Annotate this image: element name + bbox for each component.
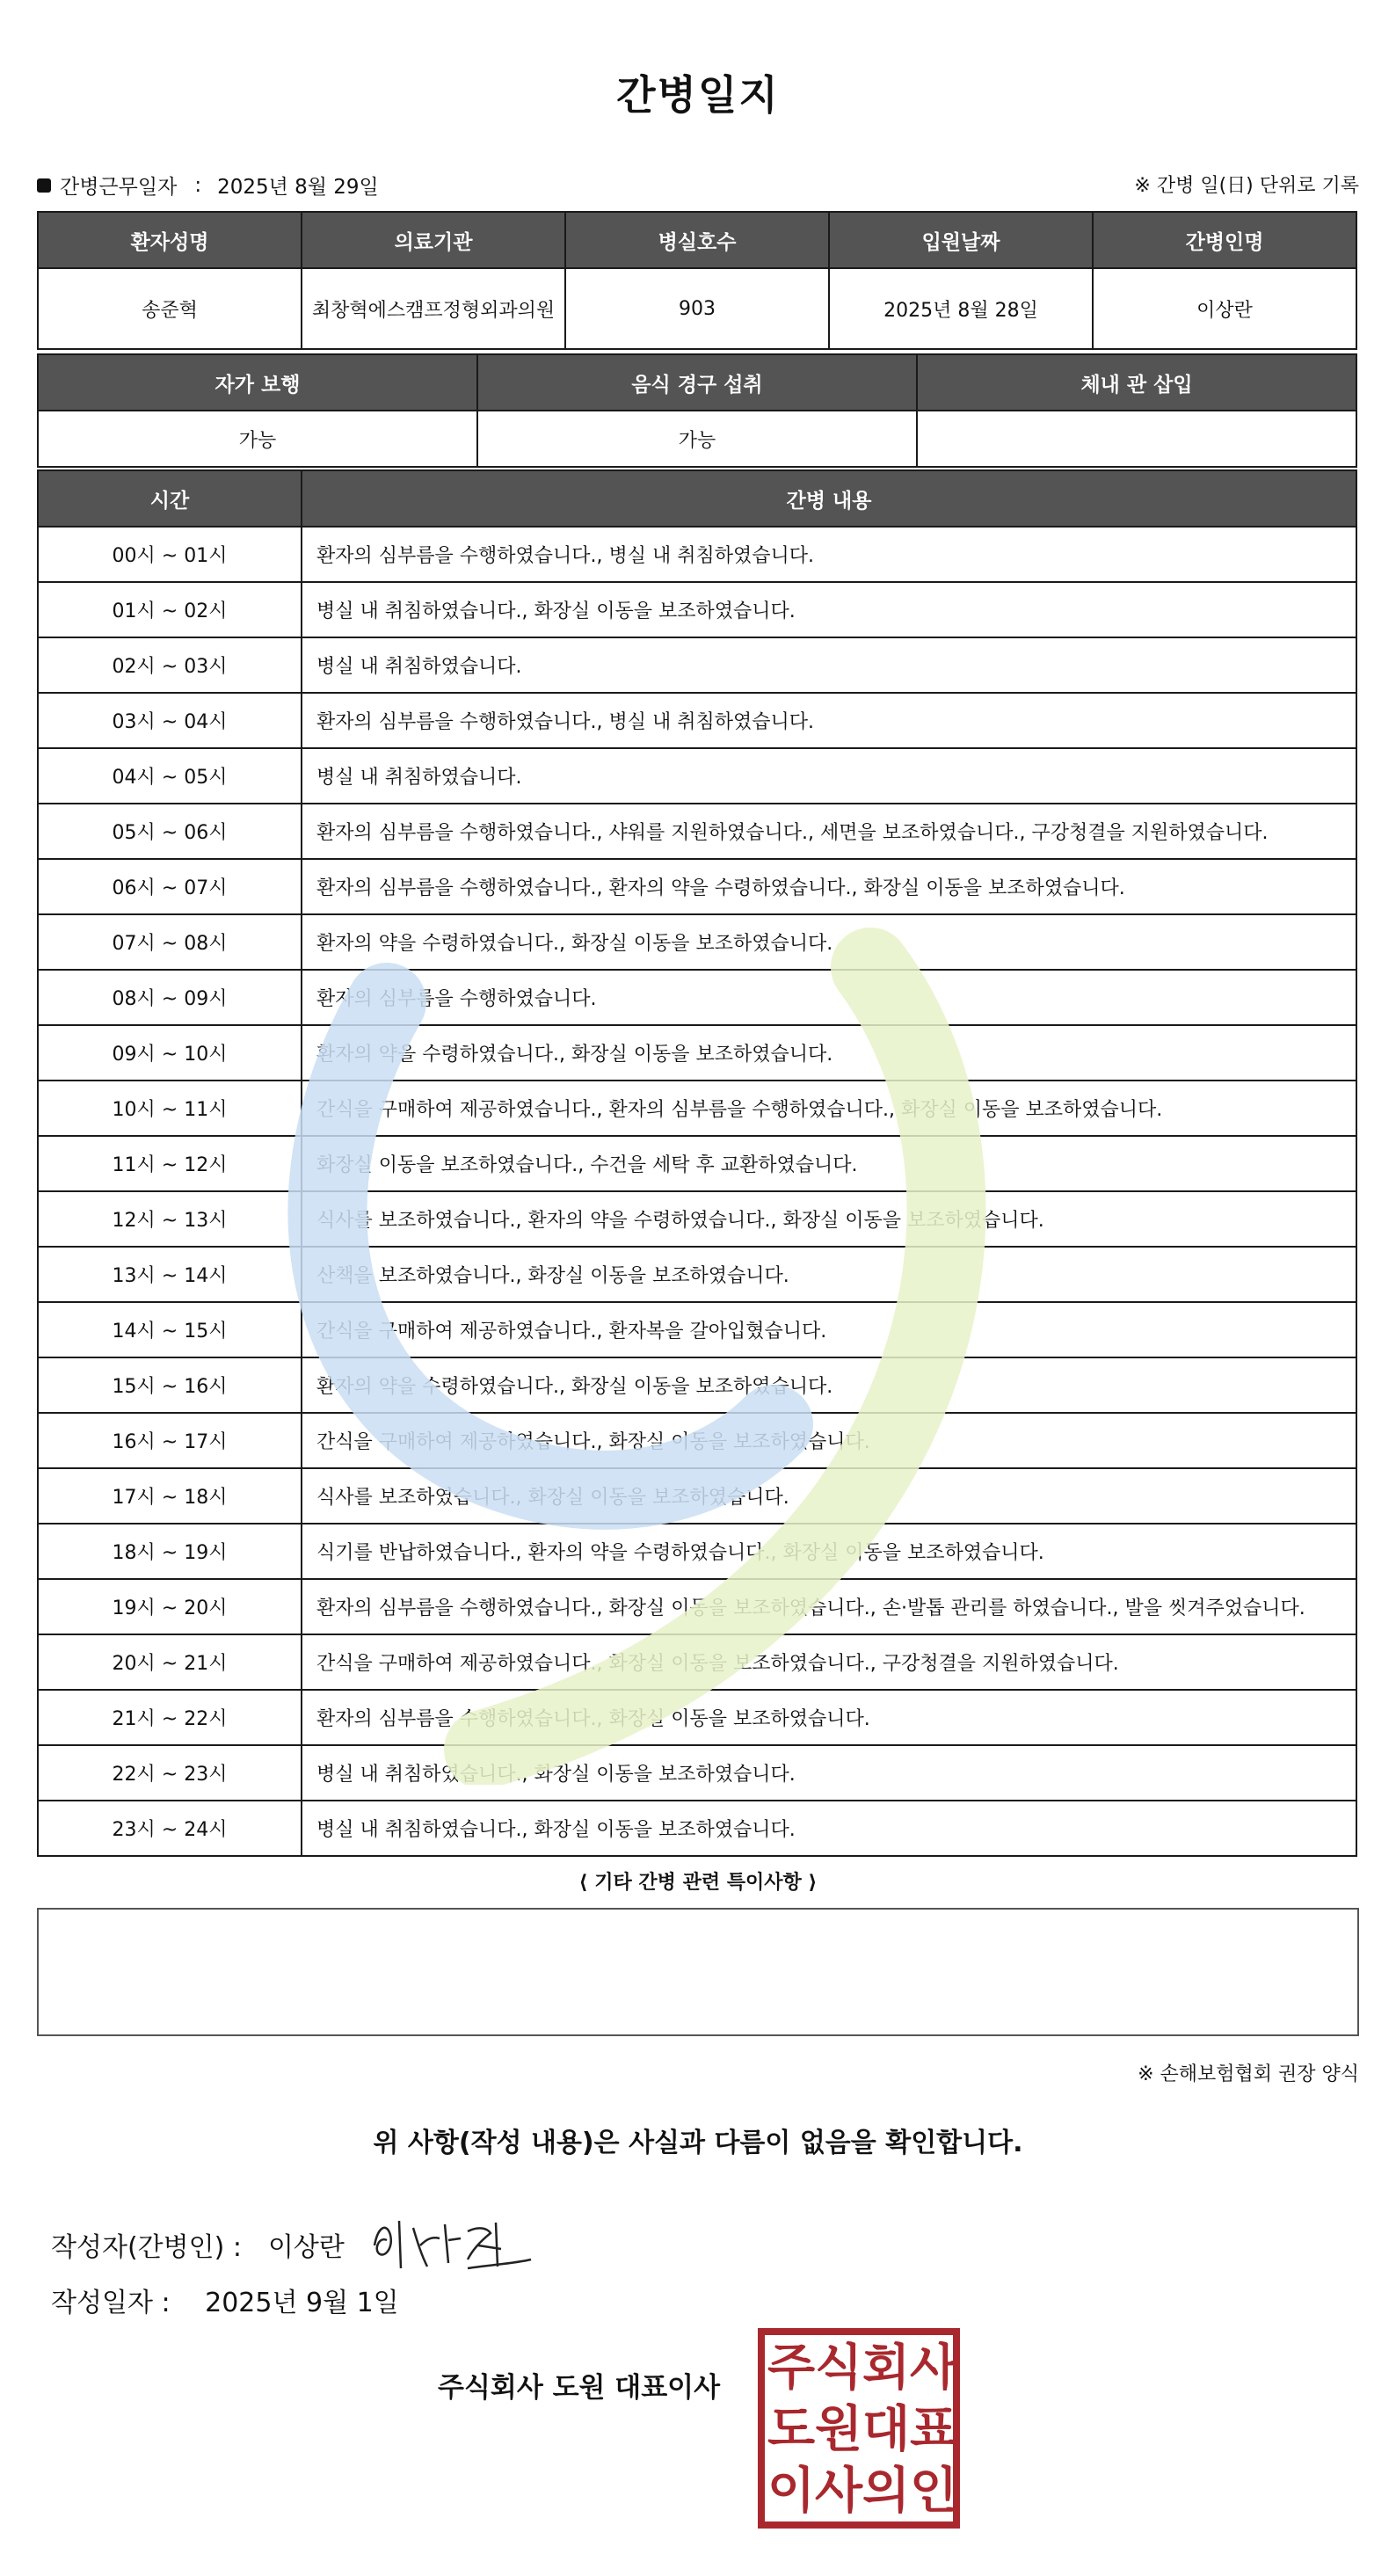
header-oral-intake: 음식 경구 섭취 [477, 354, 917, 411]
care-content-cell: 환자의 약을 수령하였습니다., 화장실 이동을 보조하였습니다. [302, 1025, 1356, 1081]
patient-info-header-row [38, 212, 1356, 268]
time-cell: 01시 ~ 02시 [38, 582, 302, 637]
work-date-label: 간병근무일자 [60, 176, 178, 199]
oral-intake: 가능 [477, 411, 917, 467]
page-title: 간병일지 [616, 71, 780, 119]
care-log-table [37, 469, 1357, 1857]
care-content-cell: 간식을 구매하여 제공하였습니다., 화장실 이동을 보조하였습니다. [302, 1413, 1356, 1468]
header-caregiver-name: 간병인명 [1093, 212, 1356, 268]
company-representative: 주식회사 도원 대표이사 [438, 2372, 721, 2404]
time-cell: 16시 ~ 17시 [38, 1413, 302, 1468]
table-row [38, 1468, 1356, 1524]
header-care-content: 간병 내용 [302, 470, 1356, 527]
care-content-cell: 병실 내 취침하였습니다., 화장실 이동을 보조하였습니다. [302, 1745, 1356, 1801]
care-content-cell: 간식을 구매하여 제공하였습니다., 환자복을 갈아입혔습니다. [302, 1302, 1356, 1357]
table-row [38, 1524, 1356, 1579]
table-row [38, 970, 1356, 1025]
time-cell: 17시 ~ 18시 [38, 1468, 302, 1524]
seal-lettering: 주식회사 도원대표 이사의인 [767, 2340, 958, 2520]
care-content-cell: 산책을 보조하였습니다., 화장실 이동을 보조하였습니다. [302, 1247, 1356, 1302]
time-cell: 14시 ~ 15시 [38, 1302, 302, 1357]
status-value-row [38, 411, 1356, 467]
time-cell: 22시 ~ 23시 [38, 1745, 302, 1801]
time-cell: 05시 ~ 06시 [38, 804, 302, 859]
table-row [38, 1191, 1356, 1247]
patient-status-table [37, 353, 1357, 468]
time-cell: 07시 ~ 08시 [38, 914, 302, 970]
work-date [37, 171, 379, 200]
time-cell: 09시 ~ 10시 [38, 1025, 302, 1081]
time-cell: 20시 ~ 21시 [38, 1634, 302, 1690]
header-tube-insertion: 체내 관 삽입 [917, 354, 1356, 411]
time-cell: 06시 ~ 07시 [38, 859, 302, 914]
header-room-number: 병실호수 [565, 212, 829, 268]
table-row [38, 1247, 1356, 1302]
author-label: 작성자(간병인) : [51, 2232, 242, 2263]
time-cell: 23시 ~ 24시 [38, 1801, 302, 1856]
self-walking: 가능 [38, 411, 477, 467]
care-content-cell: 병실 내 취침하였습니다., 화장실 이동을 보조하였습니다. [302, 1801, 1356, 1856]
confirm-statement: 위 사항(작성 내용)은 사실과 다름이 없음을 확인합니다. [373, 2128, 1023, 2158]
write-date-line [51, 2281, 399, 2319]
write-date-value: 2025년 9월 1일 [205, 2288, 399, 2318]
time-cell: 00시 ~ 01시 [38, 527, 302, 582]
header-patient-name: 환자성명 [38, 212, 302, 268]
table-row [38, 1801, 1356, 1856]
header-self-walking: 자가 보행 [38, 354, 477, 411]
time-cell: 10시 ~ 11시 [38, 1081, 302, 1136]
table-row [38, 1136, 1356, 1191]
table-row [38, 1579, 1356, 1634]
time-cell: 15시 ~ 16시 [38, 1357, 302, 1413]
table-row [38, 1413, 1356, 1468]
notes-box [37, 1908, 1359, 2036]
institution: 최창혁에스캠프정형외과의원 [302, 268, 565, 349]
table-row [38, 748, 1356, 804]
author-name: 이상란 [267, 2232, 345, 2263]
care-content-cell: 환자의 심부름을 수행하였습니다., 샤워를 지원하였습니다., 세면을 보조하였습니다., 구강청결을 지원하였습니다. [302, 804, 1356, 859]
table-row [38, 637, 1356, 693]
write-date-label: 작성일자 : [51, 2288, 171, 2318]
work-date-separator: : [194, 173, 202, 197]
table-row [38, 1690, 1356, 1745]
care-content-cell: 환자의 심부름을 수행하였습니다., 화장실 이동을 보조하였습니다. [302, 1690, 1356, 1745]
time-cell: 11시 ~ 12시 [38, 1136, 302, 1191]
care-content-cell: 식사를 보조하였습니다., 환자의 약을 수령하였습니다., 화장실 이동을 보조하였습니다. [302, 1191, 1356, 1247]
table-row [38, 1081, 1356, 1136]
notes-title: ⟨ 기타 간병 관련 특이사항 ⟩ [578, 1872, 818, 1894]
time-cell: 12시 ~ 13시 [38, 1191, 302, 1247]
time-cell: 18시 ~ 19시 [38, 1524, 302, 1579]
room-number: 903 [565, 268, 829, 349]
header-time: 시간 [38, 470, 302, 527]
admission-date: 2025년 8월 28일 [829, 268, 1093, 349]
header-admission-date: 입원날짜 [829, 212, 1093, 268]
tube-insertion [917, 411, 1356, 467]
table-row [38, 582, 1356, 637]
caregiver-name: 이상란 [1093, 268, 1356, 349]
table-row [38, 1634, 1356, 1690]
care-content-cell: 간식을 구매하여 제공하였습니다., 환자의 심부름을 수행하였습니다., 화장실 이동을 보조하였습니다. [302, 1081, 1356, 1136]
patient-info-value-row [38, 268, 1356, 349]
signature [369, 2214, 536, 2275]
care-log-body [38, 527, 1356, 1856]
time-cell: 03시 ~ 04시 [38, 693, 302, 748]
header-institution: 의료기관 [302, 212, 565, 268]
recommend-note: ※ 손해보험협회 권장 양식 [1138, 2063, 1359, 2085]
care-content-cell: 환자의 약을 수령하였습니다., 화장실 이동을 보조하였습니다. [302, 914, 1356, 970]
table-row [38, 1745, 1356, 1801]
table-row [38, 804, 1356, 859]
status-header-row [38, 354, 1356, 411]
care-content-cell: 환자의 약을 수령하였습니다., 화장실 이동을 보조하였습니다. [302, 1357, 1356, 1413]
care-content-cell: 식기를 반납하였습니다., 환자의 약을 수령하였습니다., 화장실 이동을 보조하였습니다. [302, 1524, 1356, 1579]
care-content-cell: 식사를 보조하였습니다., 화장실 이동을 보조하였습니다. [302, 1468, 1356, 1524]
bullet-icon [37, 178, 51, 193]
care-content-cell: 병실 내 취침하였습니다. [302, 637, 1356, 693]
table-row [38, 1357, 1356, 1413]
care-content-cell: 화장실 이동을 보조하였습니다., 수건을 세탁 후 교환하였습니다. [302, 1136, 1356, 1191]
care-content-cell: 간식을 구매하여 제공하였습니다., 화장실 이동을 보조하였습니다., 구강청결을 지원하였습니다. [302, 1634, 1356, 1690]
company-seal [758, 2328, 960, 2529]
table-row [38, 1302, 1356, 1357]
patient-name: 송준혁 [38, 268, 302, 349]
time-cell: 13시 ~ 14시 [38, 1247, 302, 1302]
time-cell: 08시 ~ 09시 [38, 970, 302, 1025]
care-content-cell: 병실 내 취침하였습니다. [302, 748, 1356, 804]
care-content-cell: 병실 내 취침하였습니다., 화장실 이동을 보조하였습니다. [302, 582, 1356, 637]
care-content-cell: 환자의 심부름을 수행하였습니다., 병실 내 취침하였습니다. [302, 693, 1356, 748]
table-row [38, 693, 1356, 748]
care-content-cell: 환자의 심부름을 수행하였습니다. [302, 970, 1356, 1025]
care-content-cell: 환자의 심부름을 수행하였습니다., 병실 내 취침하였습니다. [302, 527, 1356, 582]
unit-note: ※ 간병 일(日) 단위로 기록 [1134, 175, 1359, 197]
time-cell: 02시 ~ 03시 [38, 637, 302, 693]
care-content-cell: 환자의 심부름을 수행하였습니다., 화장실 이동을 보조하였습니다., 손·발톱 관리를 하였습니다., 발을 씻겨주었습니다. [302, 1579, 1356, 1634]
work-date-value: 2025년 8월 29일 [217, 176, 379, 199]
table-row [38, 859, 1356, 914]
table-row [38, 1025, 1356, 1081]
table-row [38, 914, 1356, 970]
patient-info-table [37, 211, 1357, 350]
time-cell: 21시 ~ 22시 [38, 1690, 302, 1745]
author-line [51, 2214, 536, 2275]
time-cell: 04시 ~ 05시 [38, 748, 302, 804]
table-row [38, 527, 1356, 582]
time-cell: 19시 ~ 20시 [38, 1579, 302, 1634]
care-log-header-row [38, 470, 1356, 527]
care-content-cell: 환자의 심부름을 수행하였습니다., 환자의 약을 수령하였습니다., 화장실 이동을 보조하였습니다. [302, 859, 1356, 914]
